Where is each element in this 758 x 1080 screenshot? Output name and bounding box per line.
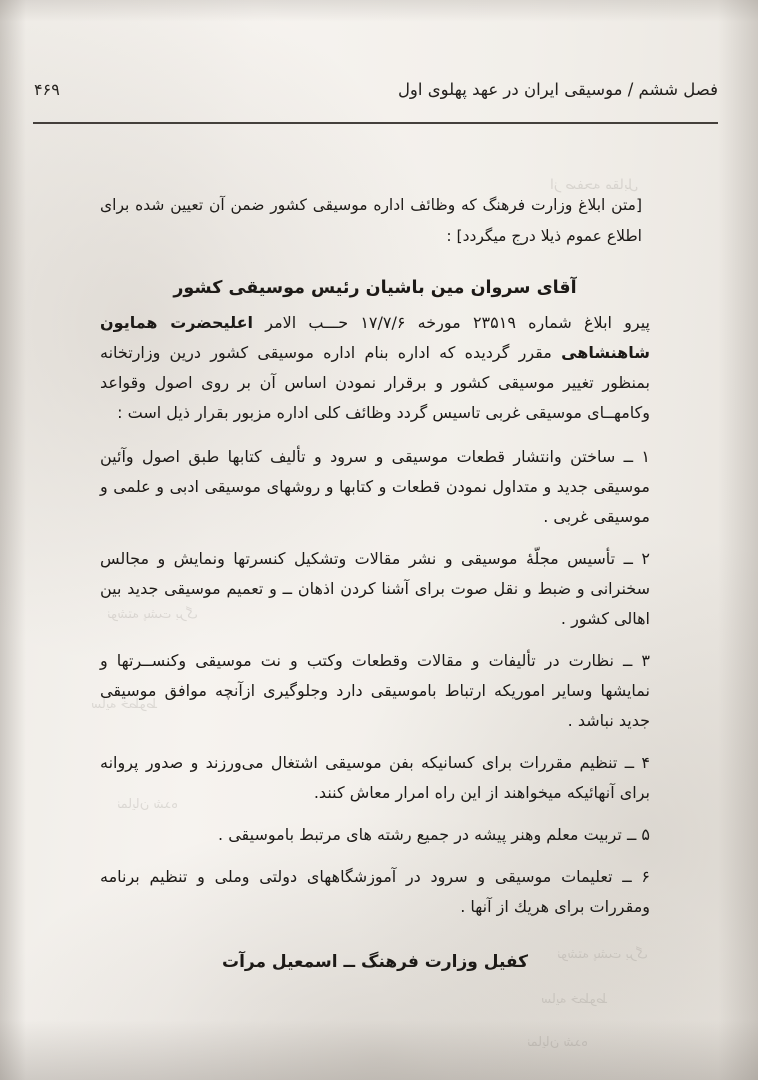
show-through-text-bottom-1: نوشته پشت برگ bbox=[557, 947, 648, 962]
page-edge-shadow-top bbox=[0, 0, 758, 22]
lead-part-2-emphasis: اعلیحضرت همایون شاهنشاهی bbox=[100, 313, 650, 362]
page-header bbox=[34, 56, 718, 99]
letter-signature: کفیل وزارت فرهنگ ــ اسمعیل مرآت bbox=[222, 952, 528, 972]
page-edge-shadow-left bbox=[0, 0, 26, 1080]
page-body bbox=[100, 190, 650, 972]
show-through-text-mid-1: نوشته پشت برگ bbox=[107, 607, 198, 622]
page-edge-shadow-bottom bbox=[0, 1020, 758, 1080]
show-through-text-mid-3: نمایان شده bbox=[117, 797, 178, 812]
duties-list bbox=[100, 442, 650, 922]
show-through-text-bottom-2: سایه خطوط bbox=[540, 992, 608, 1007]
page-number: ۴۶۹ bbox=[34, 80, 60, 99]
list-item: ۵ ــ تربیت معلم وهنر پیشه در جمیع رشته های مرتبط باموسیقی . bbox=[218, 825, 650, 844]
show-through-text-top: از صفحه مقابل bbox=[549, 177, 638, 193]
running-head: فصل ششم / موسیقی ایران در عهد پهلوی اول bbox=[397, 80, 718, 99]
list-item: ۱ ــ ساختن وانتشار قطعات موسیقی و سرود و تألیف کتابها طبق اصول وآئین موسیقی جدید و متداول نمودن قطعات و کتابها و روشهای موسیقی ادبی و علمی و موسیقی غربی . bbox=[100, 447, 650, 526]
letter-addressee: آقای سروان مین باشیان رئیس موسیقی کشور bbox=[173, 278, 577, 298]
lead-part-1: پیرو ابلاغ شماره ۲۳۵۱۹ مورخه ۱۷/۷/۶ حـــب الامر bbox=[253, 313, 651, 332]
show-through-text-mid-2: سایه خطوط bbox=[90, 697, 158, 712]
editorial-note: [متن ابلاغ وزارت فرهنگ که وظائف اداره موسیقی کشور ضمن آن تعیین شده برای اطلاع عموم ذیلا درج میگردد] : bbox=[100, 196, 642, 245]
list-item: ۶ ــ تعلیمات موسیقی و سرود در آموزشگاههای دولتی وملی و تنظیم برنامه ومقررات برای هریك از آنها . bbox=[100, 867, 650, 916]
show-through-text-bottom-3: نمایان شده bbox=[527, 1035, 588, 1050]
list-item: ۴ ــ تنظیم مقررات برای کسانیکه بفن موسیقی اشتغال می‌ورزند و صدور پروانه برای آنهائیکه میخواهند از این راه امرار معاش کنند. bbox=[100, 753, 650, 802]
header-rule bbox=[33, 122, 718, 124]
list-item: ۲ ــ تأسیس مجلّهٔ موسیقی و نشر مقالات وتشکیل کنسرتها ونمایش و مجالس سخنرانی و ضبط و نقل صوت برای آشنا کردن اذهان ــ و تعمیم موسیقی جدید بین اهالی کشور . bbox=[100, 549, 650, 628]
page-edge-shadow-right bbox=[718, 0, 758, 1080]
letter-lead-paragraph bbox=[100, 308, 650, 428]
list-item: ۳ ــ نظارت در تألیفات و مقالات وقطعات وکتب و نت موسیقی وکنســرتها و نمایشها وسایر اموریکه ارتباط باموسیقی دارد وجلوگیری ازآنچه موافق موسیقی جدید نباشد . bbox=[100, 651, 650, 730]
lead-part-3: مقرر گردیده که اداره بنام اداره موسیقی کشور درین وزارتخانه بمنظور تغییر موسیقی کشور و برقرار نمودن اساس آن بر روی اصول وقواعد وکامهــای موسیقی غربی تاسیس گردد وظائف کلی اداره مزبور بقرار ذیل است : bbox=[100, 343, 650, 422]
